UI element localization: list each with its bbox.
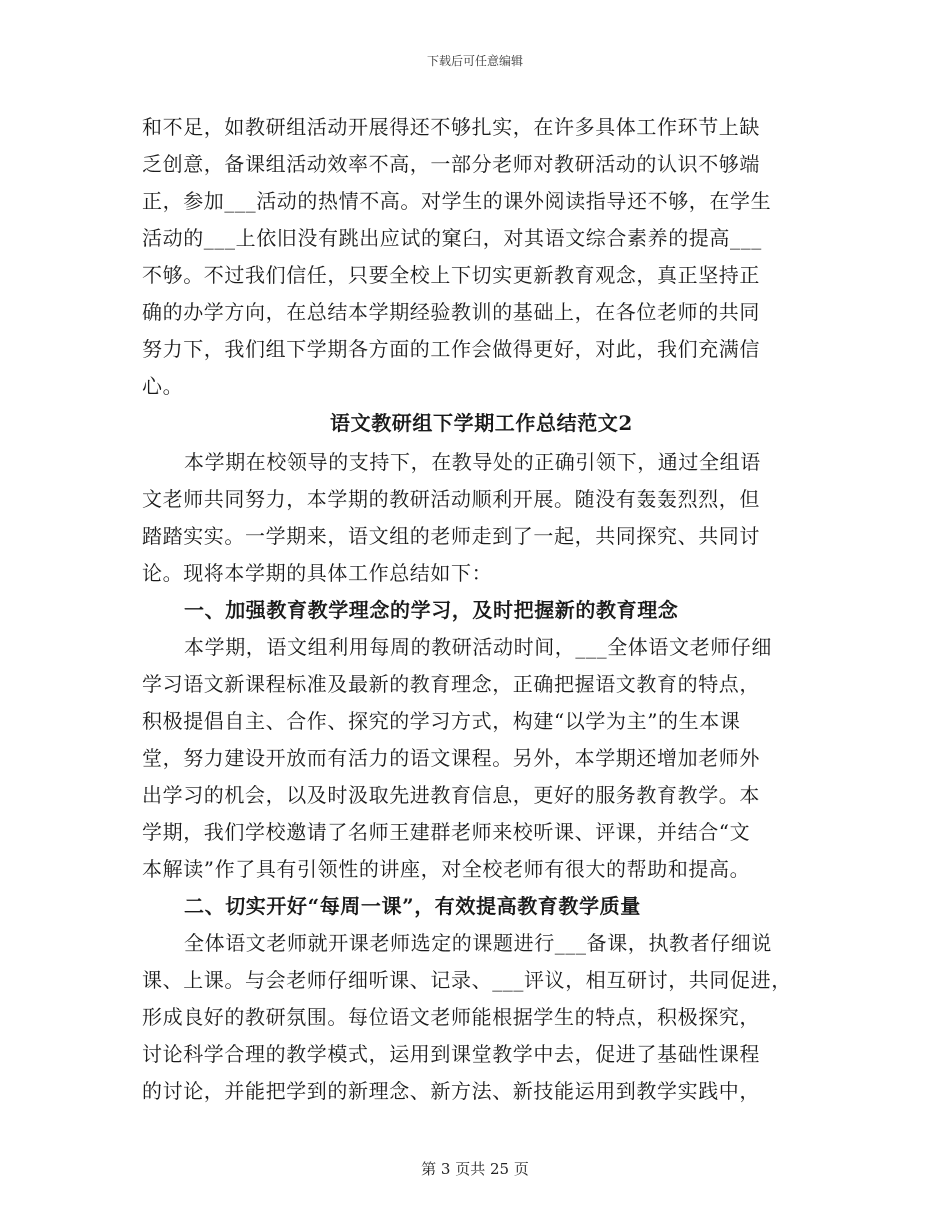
body-line: 学习语文新课程标准及最新的教育理念，正确把握语文教育的特点， <box>142 672 760 696</box>
body-line: 讨论科学合理的教学模式，运用到课堂教学中去，促进了基础性课程 <box>142 1042 760 1066</box>
body-line: 和不足，如教研组活动开展得还不够扎实，在许多具体工作环节上缺 <box>142 115 760 139</box>
body-line: 堂，努力建设开放而有活力的语文课程。另外，本学期还增加老师外 <box>142 746 760 770</box>
body-line: 学期，我们学校邀请了名师王建群老师来校听课、评课，并结合“文 <box>142 820 751 844</box>
section-title: 语文教研组下学期工作总结范文2 <box>330 411 633 435</box>
body-line: 确的办学方向，在总结本学期经验教训的基础上，在各位老师的共同 <box>142 300 760 324</box>
body-line: 本解读”作了具有引领性的讲座，对全校老师有很大的帮助和提高。 <box>142 857 751 881</box>
body-line: 本学期在校领导的支持下，在教导处的正确引领下，通过全组语 <box>184 450 761 474</box>
body-line: 不够。不过我们信任，只要全校上下切实更新教育观念，真正坚持正 <box>142 263 760 287</box>
body-line: 形成良好的教研氛围。每位语文老师能根据学生的特点，积极探究， <box>142 1005 760 1029</box>
subheading-1: 一、加强教育教学理念的学习，及时把握新的教育理念 <box>184 598 679 622</box>
body-line: 全体语文老师就开课老师选定的课题进行___备课，执教者仔细说 <box>184 931 772 955</box>
body-line: 论。现将本学期的具体工作总结如下： <box>142 561 493 585</box>
body-line: 本学期，语文组利用每周的教研活动时间，___全体语文老师仔细 <box>184 635 772 659</box>
page-footer: 第 3 页共 25 页 <box>421 1160 529 1178</box>
body-line: 课、上课。与会老师仔细听课、记录、___评议，相互研讨，共同促进， <box>142 968 792 992</box>
body-line: 正，参加___活动的热情不高。对学生的课外阅读指导还不够，在学生 <box>142 189 772 213</box>
body-line: 活动的___上依旧没有跳出应试的窠臼，对其语文综合素养的提高___ <box>142 226 762 250</box>
body-line: 积极提倡自主、合作、探究的学习方式，构建“以学为主”的生本课 <box>142 709 741 733</box>
body-line: 文老师共同努力，本学期的教研活动顺利开展。随没有轰轰烈烈，但 <box>142 487 760 511</box>
body-line: 的讨论，并能把学到的新理念、新方法、新技能运用到教学实践中， <box>142 1079 760 1103</box>
body-line: 乏创意，备课组活动效率不高，一部分老师对教研活动的认识不够端 <box>142 152 760 176</box>
body-line: 心。 <box>142 374 184 398</box>
subheading-2: 二、切实开好“每周一课”，有效提高教育教学质量 <box>184 894 641 918</box>
body-line: 出学习的机会，以及时汲取先进教育信息，更好的服务教育教学。本 <box>142 783 760 807</box>
body-line: 踏踏实实。一学期来，语文组的老师走到了一起，共同探究、共同讨 <box>142 524 760 548</box>
page-header: 下载后可任意编辑 <box>426 54 523 68</box>
body-line: 努力下，我们组下学期各方面的工作会做得更好，对此，我们充满信 <box>142 337 760 361</box>
